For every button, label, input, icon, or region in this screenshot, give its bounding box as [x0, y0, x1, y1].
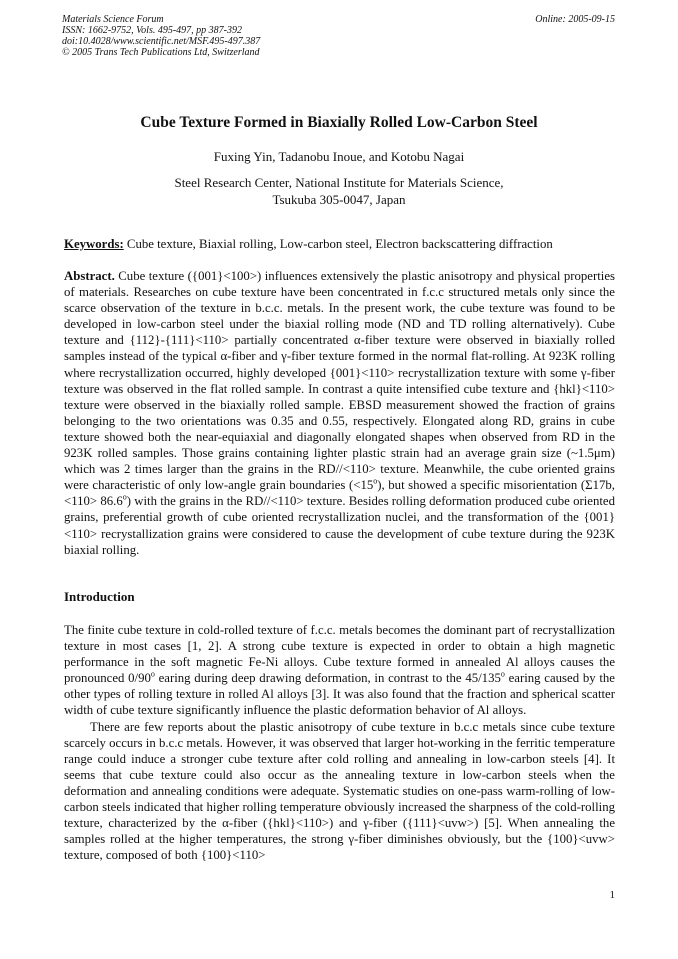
- affiliation-line-2: Tsukuba 305-0047, Japan: [272, 192, 406, 207]
- intro-paragraph-2: There are few reports about the plastic anisotropy of cube texture in b.c.c metals since cube texture scarcely occurs in b.c.c metals. However, it was observed that larger hot-working in the ferritic temperature range could induce a stronger cube texture after cold rolling and annealing in low-carbon steels [4]. It seems that cube texture could also occur as the annealing texture in low-carbon steels when the deformation and annealing conditions were adequate. Systematic studies on one-pass warm-rolling of low-carbon steels indicated that higher rolling temperature obviously increased the sharpness of the cold-rolling texture, characterized by the α-fiber ({hkl}<110>) and γ-fiber ({111}<uvw>) [5]. When annealing the samples rolled at the higher temperatures, the strong γ-fiber diminishes obviously, but the {100}<uvw> texture, composed of both {100}<110>: [64, 719, 615, 863]
- author-list: Fuxing Yin, Tadanobu Inoue, and Kotobu Nagai: [213, 149, 465, 164]
- abstract-label: Abstract.: [64, 269, 115, 283]
- doi-line[interactable]: doi:10.4028/www.scientific.net/MSF.495-497.387: [62, 36, 261, 47]
- online-date: Online: 2005-09-15: [535, 14, 615, 25]
- abstract-text-2: ), but showed a specific misorientation (Σ17b, <110> 86.6: [64, 478, 615, 509]
- section-heading-introduction: Introduction: [64, 589, 135, 604]
- paper-title: Cube Texture Formed in Biaxially Rolled Low-Carbon Steel: [140, 114, 538, 131]
- abstract-text-3: ) with the grains in the RD//<110> texture. Besides rolling deformation produced cube oriented grains, preferential growth of cube oriented recrystallization nuclei, and the transformation of the {001}<110> recrystallization grains were considered to cause the development of cube texture during the 923K biaxial rolling.: [64, 494, 615, 557]
- degree-mark: o: [122, 493, 127, 503]
- keywords-text: Cube texture, Biaxial rolling, Low-carbon steel, Electron backscattering diffraction: [123, 237, 553, 251]
- intro-p1-text-2: earing during deep drawing deformation, in contrast to the 45/135: [154, 671, 501, 686]
- intro-p1-text-1: The finite cube texture in cold-rolled texture of f.c.c. metals becomes the dominant part of recrystallization texture in most cases [1, 2]. A strong cube texture is expected in order to obtain a high magnetic performance in the soft magnetic Fe-Ni alloys. Cube texture formed in annealed Al alloys causes the pronounced 0/90: [64, 623, 615, 686]
- abstract-paragraph: [64, 268, 615, 558]
- page-number: 1: [609, 889, 615, 901]
- keywords-label: Keywords:: [64, 237, 124, 251]
- degree-mark: o: [150, 670, 155, 680]
- abstract-text-1: Cube texture ({001}<100>) influences extensively the plastic anisotropy and physical properties of materials. Researches on cube texture have been concentrated in f.c.c structured metals only since the scarce observation of the texture in b.c.c. metals. In the present work, the cube texture was found to be developed in low-carbon steel under the biaxial rolling mode (ND and TD rolling alternatively). Cube texture and {112}-{111}<110> partially concentrated α-fiber texture were observed in biaxially rolled samples instead of the typical α-fiber and γ-fiber texture formed in the normal flat-rolling. At 923K rolling where recrystallization occurred, highly developed {001}<110> recrystallization texture with some γ-fiber texture was observed in the flat rolled sample. In contrast a quite intensified cube texture and {hkl}<110> texture were observed in the biaxially rolled sample. EBSD measurement showed the fraction of grains belonging to the two orientations was 0.35 and 0.55, respectively. Elongated along RD, grains in cube texture showed both the near-equiaxial and diagonally elongated shapes when observed from RD in the 923K rolled samples. Those grains containing lighter plastic strain had an average grain size (~1.5μm) which was 2 times larger than the grains in the RD//<110> texture. Meanwhile, the cube oriented grains were characteristic of only low-angle grain boundaries (<15: [64, 269, 615, 493]
- journal-name: Materials Science Forum: [62, 14, 164, 25]
- affiliation: [0, 174, 678, 208]
- journal-header: [62, 14, 260, 58]
- copyright-line: © 2005 Trans Tech Publications Ltd, Switzerland: [62, 47, 260, 58]
- intro-paragraph-1: [64, 622, 615, 719]
- intro-p1-text-3: earing caused by the other types of rolling texture in rolled Al alloys [3]. It was also found that the fraction and spherical scatter width of cube texture significantly influence the plastic deformation behavior of Al alloys.: [64, 671, 615, 718]
- keywords-block: [64, 236, 615, 253]
- affiliation-line-1: Steel Research Center, National Institute for Materials Science,: [174, 175, 504, 190]
- issn-line: ISSN: 1662-9752, Vols. 495-497, pp 387-392: [62, 25, 242, 36]
- introduction-body: [64, 622, 615, 863]
- degree-mark: o: [373, 476, 378, 486]
- degree-mark: o: [500, 670, 505, 680]
